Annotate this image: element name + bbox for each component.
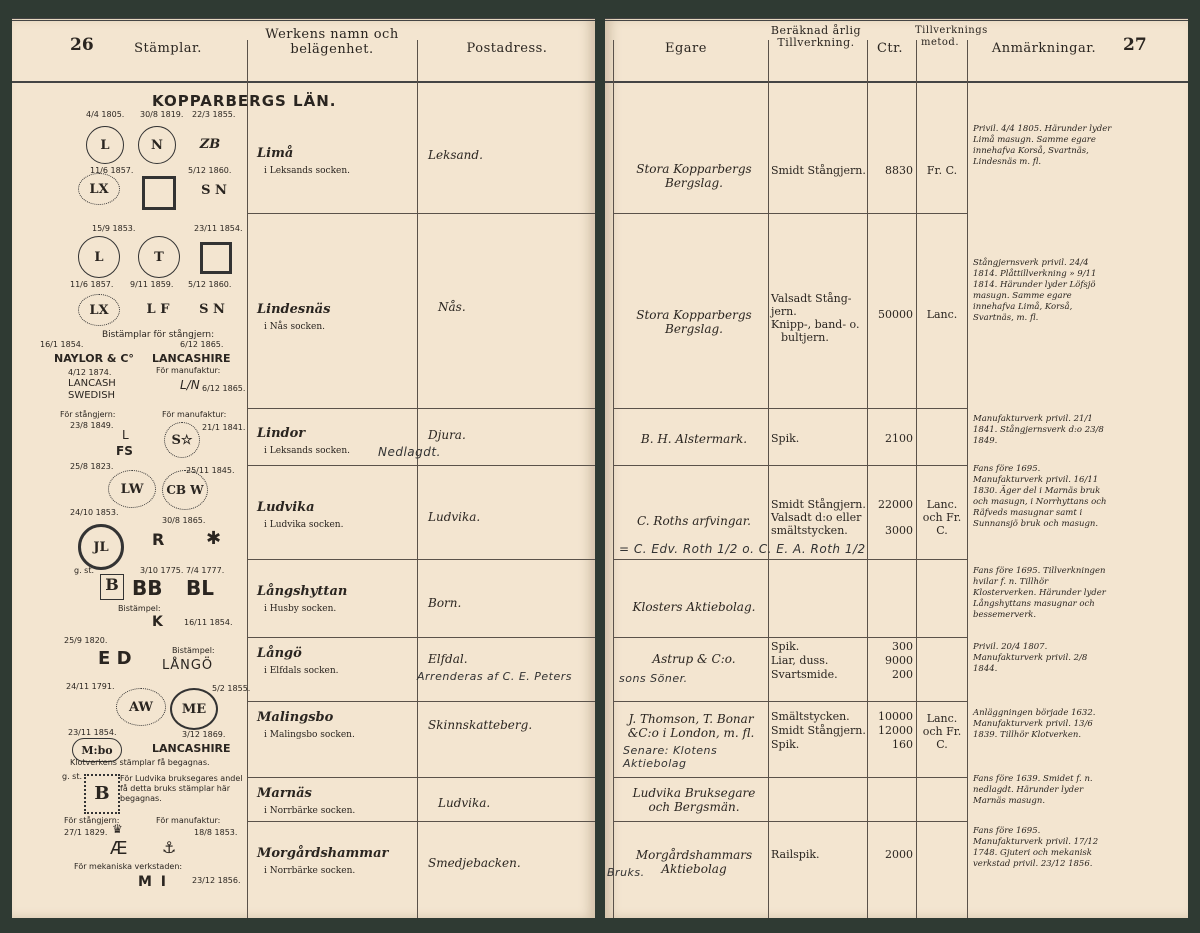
stamp-letter: BB (132, 576, 163, 600)
right-page (605, 18, 1188, 918)
square-stamp-icon (142, 176, 176, 210)
work-post: Born. (428, 596, 462, 610)
work-name: Malingsbo (257, 710, 334, 725)
method: Lanc. och Fr. C. (922, 712, 962, 751)
product: bultjern. (781, 331, 829, 344)
ctr-value: 2100 (885, 432, 913, 445)
remark: Fans före 1695. Manufakturverk privil. 17/12 1748. Gjuteri och mekanisk verkstad privil. 23/12 1856. (973, 826, 1099, 869)
handwritten-note: Bruks. (607, 866, 645, 879)
method: Lanc. (926, 308, 958, 321)
page-number-left: 26 (70, 35, 94, 55)
right-header (605, 18, 1188, 83)
stamp-letter: L (94, 249, 104, 265)
product: smältstycken. (771, 524, 848, 537)
square-stamp-icon (200, 242, 232, 274)
stamp-letter: E D (98, 648, 132, 669)
work-parish: i Husby socken. (264, 604, 337, 614)
stamp-caption: För stångjern: (64, 816, 120, 825)
col-divider (247, 40, 248, 918)
handwritten-note: Arrenderas af C. E. Peters (417, 670, 573, 683)
stamp-date: 23/8 1849. (70, 421, 114, 430)
stamp-mark (196, 176, 232, 204)
stamp-caption: g. st. (62, 772, 83, 781)
stamp-letter: LX (89, 302, 109, 318)
product: Valsadt Stång- (771, 292, 852, 305)
stamp-date: 25/9 1820. (64, 636, 108, 645)
work-name: Marnäs (257, 786, 312, 801)
row-divider (613, 777, 967, 778)
owner: Morgårdshammars Aktiebolag (635, 848, 753, 876)
stamp-letter: K (152, 614, 163, 630)
ctr-value: 22000 (878, 498, 913, 511)
header-postal: Postadress. (466, 41, 548, 56)
stamp-letter: LW (120, 481, 144, 497)
stamp-date: 4/4 1805. (86, 110, 125, 119)
work-name: Ludvika (257, 500, 315, 515)
stamp-date: 5/2 1855. (212, 684, 251, 693)
row-divider (247, 559, 595, 560)
stamp-mark (78, 524, 124, 570)
ctr-value: 9000 (885, 654, 913, 667)
stamp-date: 24/11 1791. (66, 682, 115, 691)
work-name: Lindesnäs (257, 302, 331, 317)
remark: Fans före 1695. Tillverkningen hvilar f. n. Tillhör Klosterverken. Härunder lyder Långshyttans masugnar och bessemerverk. (973, 566, 1106, 620)
ctr-value: 160 (892, 738, 913, 751)
handwritten-note: = C. Edv. Roth 1/2 o. C. E. A. Roth 1/2 (619, 542, 866, 556)
left-page (12, 18, 595, 918)
left-header (12, 18, 595, 83)
stamp-letter: JL (93, 539, 109, 555)
work-post: Elfdal. (428, 652, 468, 666)
stamp-date: 5/12 1860. (188, 280, 232, 289)
stamp-text: LANCASHIRE (152, 352, 231, 365)
product: Smidt Stångjern. (771, 724, 866, 737)
stamp-letter: R (152, 530, 165, 549)
owner: Stora Kopparbergs Bergslag. (636, 308, 752, 336)
ctr-value: 2000 (885, 848, 913, 861)
work-post: Smedjebacken. (428, 856, 521, 870)
col-divider (613, 40, 614, 918)
remark: Stångjernsverk privil. 24/4 1814. Plåttillverkning » 9/11 1814. Härunder lyder Löfsjö masugn. Samme egare innehafva Limå, Korså, Svartnäs, m. fl. (973, 258, 1097, 323)
header-owner: Egare (665, 41, 707, 56)
stamp-letter: ME (181, 701, 207, 717)
stamp-mark (78, 236, 120, 278)
stamp-caption: Bistämplar för stångjern: (102, 330, 215, 340)
ctr-value: 300 (892, 640, 913, 653)
product: Spik. (771, 640, 800, 653)
stamp-letter: AW (128, 699, 154, 715)
stamp-mark (78, 294, 120, 326)
ctr-value: 3000 (885, 524, 913, 537)
stamp-caption: g. st. (74, 566, 95, 575)
stamp-caption: Bistämpel: (118, 604, 161, 613)
handwritten-note: Nedlagdt. (378, 445, 441, 459)
row-divider (247, 777, 595, 778)
stamp-mark (140, 294, 176, 324)
row-divider (613, 701, 967, 702)
col-divider (867, 40, 868, 918)
product: Smidt Stångjern. (771, 164, 866, 177)
stamp-caption: För manufaktur: (162, 410, 227, 419)
ctr-value: 200 (892, 668, 913, 681)
stamp-letter: FS (116, 444, 133, 458)
owner: Klosters Aktiebolag. (632, 600, 756, 614)
stamp-date: 11/6 1857. (90, 166, 134, 175)
stamp-caption: För mekaniska verkstaden: (74, 862, 183, 871)
stamp-date: 15/9 1853. (92, 224, 136, 233)
stamp-date: 30/8 1819. (140, 110, 184, 119)
remark: Fans före 1639. Smidet f. n. nedlagdt. Härunder lyder Marnäs masugn. (973, 774, 1093, 806)
remark: Fans före 1695. Manufakturverk privil. 16/11 1830. Äger del i Marnäs bruk och masugn, i Norrhyttans och Räfveds masugnar samt i Sunnansjö bruk och masugn. (973, 464, 1107, 529)
stamp-letter: B (94, 783, 110, 804)
stamp-mark (100, 574, 124, 600)
stamp-caption: För stångjern: (60, 410, 116, 419)
ctr-value: 12000 (878, 724, 913, 737)
work-parish: i Leksands socken. (264, 446, 351, 456)
stamp-letter: LX (89, 181, 109, 197)
work-post: Leksand. (428, 148, 483, 162)
row-divider (613, 213, 967, 214)
stamp-date: 25/8 1823. (70, 462, 114, 471)
row-divider (247, 637, 595, 638)
owner: B. H. Alstermark. (640, 432, 748, 446)
work-parish: i Norrbärke socken. (264, 806, 356, 816)
row-divider (613, 637, 967, 638)
stamp-mark (170, 688, 218, 730)
header-notes: Anmärkningar. (991, 41, 1097, 56)
product: Smidt Stångjern. (771, 498, 866, 511)
stamp-date: 9/11 1859. (130, 280, 174, 289)
remark: Privil. 4/4 1805. Härunder lyder Limå masugn. Samme egare innehafva Korså, Svartnäs, Lindesnäs m. fl. (973, 124, 1112, 167)
stamp-mark (86, 126, 124, 164)
row-divider (613, 465, 967, 466)
anchor-stamp-icon: ⚓ (162, 838, 177, 857)
header-method: Tillverknings metod. (915, 25, 988, 48)
work-post: Skinnskatteberg. (428, 718, 533, 732)
remark: Manufakturverk privil. 21/1 1841. Stångjernsverk d:o 23/8 1849. (973, 414, 1104, 446)
ctr-value: 50000 (878, 308, 913, 321)
stamp-letter: T (154, 249, 164, 265)
stamp-letter: S N (201, 182, 227, 198)
stamp-date: 6/12 1865. (202, 384, 246, 393)
stamp-mark (162, 470, 208, 510)
row-divider (247, 821, 595, 822)
stamp-mark (194, 294, 230, 324)
handwritten-note: sons Söner. (619, 672, 688, 685)
stamp-mark (78, 173, 120, 205)
product: jern. (771, 305, 797, 318)
stamp-text: LANCASH (68, 378, 116, 389)
work-name: Lindor (257, 426, 306, 441)
stamp-mark (108, 470, 156, 508)
owner: Ludvika Bruksegare och Bergsmän. (632, 786, 756, 814)
stamp-text: L/N (180, 378, 200, 392)
ctr-value: 8830 (885, 164, 913, 177)
work-name: Långshyttan (257, 584, 348, 599)
stamp-date: 3/10 1775. 7/4 1777. (140, 566, 225, 575)
product: Knipp-, band- o. (771, 318, 860, 331)
work-post: Djura. (428, 428, 466, 442)
stamp-date: 16/1 1854. (40, 340, 84, 349)
stamp-mark (192, 126, 228, 162)
stamp-date: 16/11 1854. (184, 618, 233, 627)
stamp-mark (116, 688, 166, 726)
row-divider (247, 465, 595, 466)
stamp-text: NAYLOR & C° (54, 352, 134, 365)
product: Valsadt d:o eller (771, 511, 862, 524)
stamp-date: 24/10 1853. (70, 508, 119, 517)
col-divider (768, 40, 769, 918)
work-parish: i Ludvika socken. (264, 520, 344, 530)
stamp-date: 6/12 1865. (180, 340, 224, 349)
col-divider (916, 40, 917, 918)
stamp-letter: S N (199, 301, 225, 317)
row-divider (613, 408, 967, 409)
col-divider (967, 40, 968, 918)
stamp-date: 5/12 1860. (188, 166, 232, 175)
stamp-mark (84, 774, 120, 814)
stamp-date: 23/11 1854. (68, 728, 117, 737)
stamp-caption: Klotverkens stämplar få begagnas. (70, 758, 210, 767)
product: Spik. (771, 738, 800, 751)
stamp-date: 11/6 1857. (70, 280, 114, 289)
stamp-date: 18/8 1853. (194, 828, 238, 837)
row-divider (613, 559, 967, 560)
stamp-date: 27/1 1829. (64, 828, 108, 837)
work-post: Ludvika. (438, 796, 491, 810)
stamp-letter: N (151, 137, 163, 153)
work-post: Ludvika. (428, 510, 481, 524)
work-name: Långö (257, 646, 302, 661)
stamp-caption: För manufaktur: (156, 816, 221, 825)
product: Spik. (771, 432, 800, 445)
product: Svartsmide. (771, 668, 838, 681)
product: Liar, duss. (771, 654, 829, 667)
header-works: Werkens namn och belägenhet. (265, 27, 399, 57)
stamp-mark (138, 236, 180, 278)
stamp-letter: M:bo (81, 743, 113, 757)
stamp-letter: BL (186, 576, 214, 600)
stamp-date: 25/11 1845. (186, 466, 235, 475)
stamp-caption: För manufaktur: (156, 366, 221, 375)
product: Smältstycken. (771, 710, 850, 723)
owner: J. Thomson, T. Bonar &C:o i London, m. fl. (627, 712, 755, 740)
county-heading: KOPPARBERGS LÄN. (152, 92, 337, 110)
work-name: Morgårdshammar (257, 846, 389, 861)
work-post: Nås. (438, 300, 466, 314)
stamp-caption: Bistämpel: (172, 646, 215, 655)
owner: C. Roths arfvingar. (637, 514, 751, 528)
stamp-letter: L (122, 428, 129, 442)
crown-icon: ♛ (112, 822, 123, 836)
stamp-date: 3/12 1869. (182, 730, 226, 739)
stamp-letter: CB W (166, 483, 204, 497)
header-stamps: Stämplar. (134, 41, 202, 56)
header-ctr: Ctr. (876, 41, 904, 56)
row-divider (613, 821, 967, 822)
row-divider (247, 213, 595, 214)
method: Lanc. och Fr. C. (922, 498, 962, 537)
stamp-date: 22/3 1855. (192, 110, 236, 119)
row-divider (247, 701, 595, 702)
remark: Privil. 20/4 1807. Manufakturverk privil. 2/8 1844. (973, 642, 1088, 674)
stamp-text: LANCASHIRE (152, 742, 231, 755)
stamp-letter: B (105, 575, 119, 594)
header-production: Beräknad årlig Tillverkning. (770, 24, 862, 49)
work-parish: i Nås socken. (264, 322, 325, 332)
stamp-letter: L F (146, 301, 170, 317)
row-divider (247, 408, 595, 409)
stamp-letter: Æ (110, 838, 128, 859)
work-parish: i Malingsbo socken. (264, 730, 355, 740)
owner: Astrup & C:o. (652, 652, 736, 666)
stamp-mark (138, 126, 176, 164)
col-divider (417, 40, 418, 918)
stamp-date: 30/8 1865. (162, 516, 206, 525)
stamp-date: 23/12 1856. (192, 876, 241, 885)
work-parish: i Leksands socken. (264, 166, 351, 176)
ctr-value: 10000 (878, 710, 913, 723)
product: Railspik. (771, 848, 820, 861)
stamp-date: 21/1 1841. (202, 423, 246, 432)
work-name: Limå (257, 146, 294, 161)
work-parish: i Norrbärke socken. (264, 866, 356, 876)
stamp-text: LÅNGÖ (162, 658, 214, 673)
handwritten-note: Senare: Klotens Aktiebolag (623, 744, 718, 770)
stamp-caption: För Ludvika bruksegares andel få detta bruks stämplar här begagnas. (120, 774, 243, 803)
page-number-right: 27 (1123, 35, 1147, 55)
stamp-date: 23/11 1854. (194, 224, 243, 233)
stamp-text: SWEDISH (68, 390, 116, 401)
stamp-letter: ZB (199, 136, 221, 152)
work-parish: i Elfdals socken. (264, 666, 339, 676)
asterisk-stamp-icon: ✱ (206, 528, 222, 549)
stamp-date: 4/12 1874. (68, 368, 112, 377)
owner: Stora Kopparbergs Bergslag. (636, 162, 752, 190)
method: Fr. C. (926, 164, 958, 177)
stamp-letter: L (100, 137, 110, 153)
stamp-letter: M I (138, 874, 169, 890)
star-stamp-icon: S☆ (164, 422, 200, 458)
remark: Anläggningen började 1632. Manufakturverk privil. 13/6 1839. Tillhör Klotverken. (973, 708, 1096, 740)
